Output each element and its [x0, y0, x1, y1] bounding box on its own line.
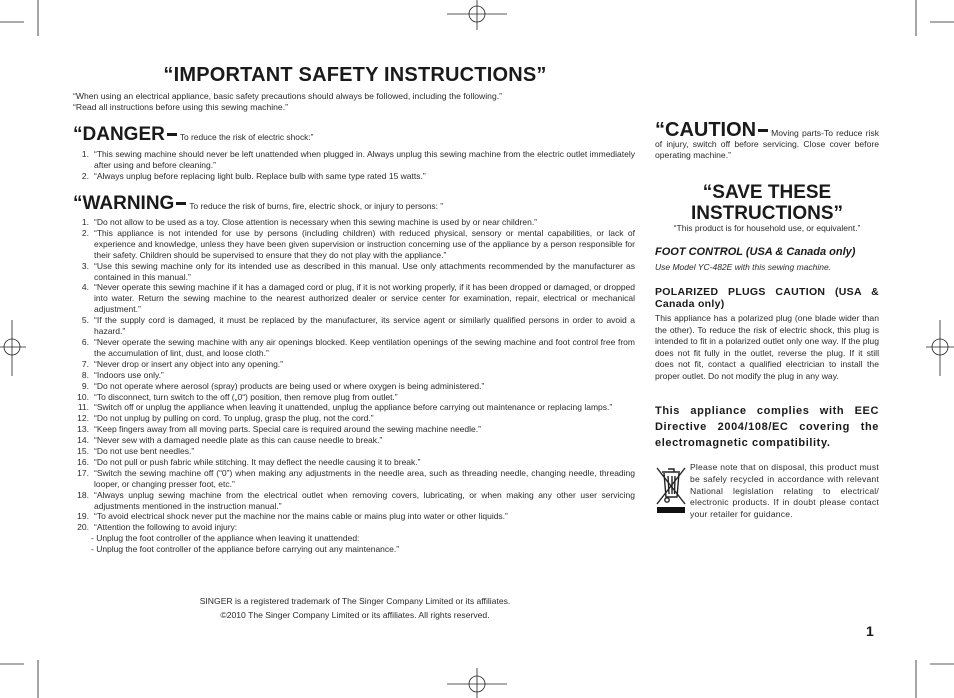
trademark-notice: SINGER is a registered trademark of The Singer Company Limited or its affiliates. — [199, 596, 511, 606]
list-item: 3. “Use this sewing machine only for its intended use as described in this manual. Use only attachments recommended by the manufacturer as contained in this manual.” — [81, 260, 635, 282]
emc-compliance-statement: This appliance complies with EEC Directive 2004/108/EC covering the electromagnetic compatibility. — [655, 405, 879, 449]
danger-heading: “DANGER — [73, 124, 165, 145]
list-item: 15. “Do not use bent needles.” — [77, 446, 195, 457]
list-item: 7. “Never drop or insert any object into any opening.” — [81, 358, 283, 369]
list-item: 1. “This sewing machine should never be left unattended when plugged in. Always unplug this sewing machine from the electric outlet immediately after using and before cleaning.” — [81, 149, 635, 170]
list-item: 2. “Always unplug before replacing light bulb. Replace bulb with same type rated 15 watts.” — [81, 170, 426, 181]
intro-line: “Read all instructions before using this sewing machine.” — [73, 101, 288, 112]
household-use-note: “This product is for household use, or equivalent.” — [673, 223, 861, 233]
heading-dash — [176, 202, 186, 205]
list-item: 17. “Switch the sewing machine off (“0”) when making any adjustments in the needle area, such as threading needle, changing needle, threading looper, or changing presser foot, etc.” — [77, 467, 635, 489]
list-item: 11. “Switch off or unplug the appliance when leaving it unattended, unplug the appliance before carrying out maintenance or replacing lamps.” — [77, 402, 613, 413]
heading-dash — [758, 129, 768, 132]
caution-text: Moving parts-To reduce risk of injury, switch off before servicing. Close cover before operating machine.” — [655, 128, 879, 160]
warning-heading: “WARNING — [73, 193, 175, 214]
polarized-plugs-text: This appliance has a polarized plug (one blade wider than the other). To reduce the risk of electric shock, this plug is intended to fit in a polarized outlet only one way. If the plug does not fit fully in the outlet, reverse the plug. If it still does not fit, contact a qualified electrician to install the proper outlet. Do not modify the plug in any way. — [655, 313, 879, 381]
list-item: 19. “To avoid electrical shock never put the machine nor the mains cable or mains plug into water or other liquids.” — [77, 511, 508, 522]
danger-list — [73, 149, 635, 182]
list-item: 16. “Do not pull or push fabric while stitching. It may deflect the needle causing it to break.” — [77, 456, 421, 467]
list-item: 1. “Do not allow to be used as a toy. Close attention is necessary when this sewing machine is used by or near children.” — [81, 217, 538, 227]
heading-dash — [167, 133, 177, 136]
list-item: 12. “Do not unplug by pulling on cord. To unplug, grasp the plug, not the cord.” — [77, 413, 374, 424]
list-item: 10. “To disconnect, turn switch to the off („0“) position, then remove plug from outlet.” — [77, 391, 398, 402]
list-item: 6. “Never operate the sewing machine with any air openings blocked. Keep ventilation openings of the sewing machine and foot control free from the accumulation of lint, dust, and loose cloth.” — [81, 336, 635, 358]
polarized-plugs-title: POLARIZED PLUGS CAUTION (USA & Canada only) — [655, 286, 879, 310]
list-item: 13. “Keep fingers away from all moving parts. Special care is required around the sewing machine needle.” — [77, 424, 481, 435]
warning-list — [73, 217, 635, 555]
list-item: 14. “Never sew with a damaged needle plate as this can cause needle to break.” — [77, 435, 383, 446]
caution-block — [655, 119, 879, 161]
list-item: 9. “Do not operate where aerosol (spray) products are being used or where oxygen is being administered.” — [81, 380, 485, 391]
sub-list-item: - Unplug the foot controller of the appliance when leaving it unattended: — [91, 533, 360, 544]
page-number: 1 — [866, 623, 874, 639]
list-item: 4. “Never operate this sewing machine if it has a damaged cord or plug, if it is not working properly, if it has been dropped or damaged, or dropped into water. Return the sewing machine to the nearest authorized dealer or service center for examination, repair, electrical or mechanical adjustment.” — [81, 282, 635, 315]
caution-heading: “CAUTION — [655, 119, 757, 141]
list-item: 8. “Indoors use only.” — [81, 369, 164, 380]
danger-lead: To reduce the risk of electric shock:” — [179, 132, 314, 142]
warning-lead: To reduce the risk of burns, fire, electric shock, or injury to persons: ” — [189, 201, 444, 211]
danger-heading-row — [73, 124, 643, 146]
list-item: 5. “If the supply cord is damaged, it must be replaced by the manufacturer, its service agent or similarly qualified persons in order to avoid a hazard.” — [81, 315, 635, 337]
intro-text — [73, 91, 643, 112]
intro-line: “When using an electrical appliance, basic safety precautions should always be followed, including the following.” — [73, 91, 502, 101]
list-item: 18. “Always unplug sewing machine from the electrical outlet when removing covers, lubricating, or when making any other user servicing adjustments mentioned in the instruction manual.” — [77, 489, 635, 511]
save-instructions-title: “SAVE THESE INSTRUCTIONS” — [691, 182, 843, 224]
page-title: “IMPORTANT SAFETY INSTRUCTIONS” — [163, 64, 547, 86]
foot-control-title: FOOT CONTROL (USA & Canada only) — [655, 246, 856, 258]
list-item: 2. “This appliance is not intended for use by persons (including children) with reduced physical, sensory or mental capabilities, or lack of experience and knowledge, unless they have been given supervision or instruction concerning use of the appliance by a person responsible for their safety. Children should be supervised to ensure that they do not play with the appliance.” — [81, 227, 635, 260]
warning-heading-row — [73, 193, 643, 215]
foot-control-text: Use Model YC-482E with this sewing machine. — [655, 262, 832, 272]
disposal-notice: Please note that on disposal, this product must be safely recycled in accordance with relevant National legislation relating to electrical/ electronic products. If in doubt please contact your retailer for guidance. — [690, 462, 879, 520]
list-item: 20. “Attention the following to avoid injury: — [77, 522, 238, 533]
sub-list-item: - Unplug the foot controller of the appliance before carrying out any maintenance.” — [91, 544, 400, 555]
crossed-out-wheelie-bin-icon — [655, 464, 687, 514]
copyright-notice: ©2010 The Singer Company Limited or its affiliates. All rights reserved. — [220, 610, 490, 620]
